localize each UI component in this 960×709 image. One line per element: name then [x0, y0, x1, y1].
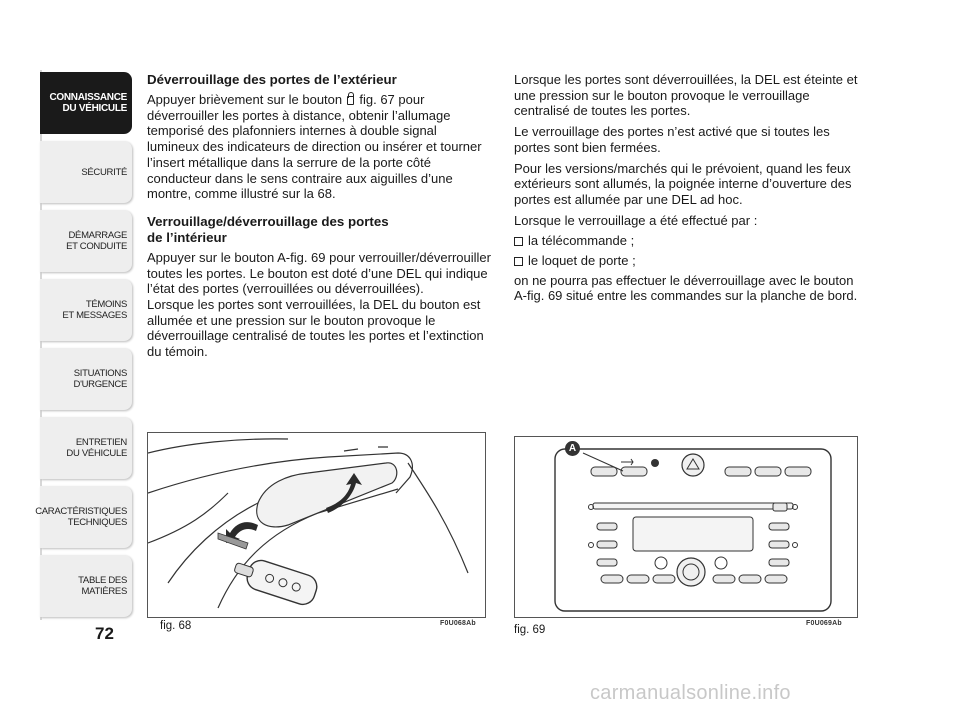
paragraph: Le verrouillage des portes n’est activé que si toutes les portes sont bien fermées. [514, 124, 830, 155]
door-key-illustration [148, 433, 485, 617]
figure-69 [514, 436, 858, 618]
sidebar-item-connaissance[interactable] [40, 72, 132, 134]
sidebar-item-label: ET CONDUITE [66, 241, 127, 252]
list-item: la télécommande ; [514, 233, 859, 249]
section-heading: Déverrouillage des portes de l’extérieur [147, 72, 397, 87]
figure-caption: fig. 68 [160, 620, 192, 632]
sidebar-item-caracteristiques[interactable] [35, 486, 132, 548]
dashboard-panel-illustration [515, 437, 857, 617]
figure-code: F0U068Ab [440, 620, 476, 627]
sidebar-item-label: TABLE DES [78, 575, 127, 586]
sidebar-item-label: D'URGENCE [73, 379, 127, 390]
sidebar-item-label: ENTRETIEN [75, 437, 127, 448]
paragraph: on ne pourra pas effectuer le déverrouillage avec le bouton A-fig. 69 situé entre les commandes sur la planche de bord. [514, 272, 858, 304]
chapter-sidebar [35, 72, 132, 624]
sidebar-item-label: SÉCURITÉ [81, 166, 127, 178]
figure-caption: fig. 69 [514, 624, 546, 636]
section-heading: Verrouillage/déverrouillage des portes de l’intérieur [147, 213, 389, 245]
unlock-icon [347, 96, 354, 105]
left-column [147, 72, 492, 365]
paragraph: Appuyer brièvement sur le bouton fig. 67 pour déverrouiller les portes à distance, obtenir l’allumage temporisé des plafonniers internes à double signal lumineux des indicateurs de direction ou insérer et tourner l’insert métallique dans la serrure de la porte côté conducteur dans le sens contraire aux aiguilles d’une montre, comme illustré sur la 68. [147, 92, 482, 202]
sidebar-item-table[interactable] [40, 555, 132, 617]
page-number: 72 [95, 624, 114, 643]
callout-a-icon: A [565, 441, 580, 456]
sidebar-item-temoins[interactable] [40, 279, 132, 341]
list-item: le loquet de porte ; [514, 253, 859, 269]
figure-code: F0U069Ab [806, 620, 842, 627]
checkbox-bullet-icon [514, 237, 523, 246]
sidebar-item-situations[interactable] [40, 348, 132, 410]
sidebar-item-label: CARACTÉRISTIQUES [35, 506, 127, 517]
sidebar-item-label: DÉMARRAGE [68, 230, 127, 241]
paragraph: Pour les versions/marchés qui le prévoient, quand les feux extérieurs sont allumés, la poignée interne d’ouverture des portes est allumée par une DEL ad hoc. [514, 160, 852, 207]
sidebar-item-label: SITUATIONS [73, 368, 127, 379]
paragraph: Lorsque les portes sont déverrouillées, la DEL est éteinte et une pression sur le bouton provoque le verrouillage centralisé de toutes les portes. [514, 72, 858, 119]
sidebar-item-entretien[interactable] [40, 417, 132, 479]
sidebar-item-label: CONNAISSANCE [49, 92, 127, 103]
sidebar-item-label: DU VÉHICULE [62, 103, 127, 114]
right-column [514, 72, 859, 309]
sidebar-item-label: MATIÈRES [81, 586, 127, 597]
checkbox-bullet-icon [514, 257, 523, 266]
sidebar-item-securite[interactable] [40, 141, 132, 203]
paragraph: Appuyer sur le bouton A-fig. 69 pour verrouiller/déverrouiller toutes les portes. Le bouton est doté d’une DEL qui indique l’état des portes (verrouillées ou déverrouillées). Lorsque les portes sont verrouillées, la DEL du bouton est allumée et une pression sur le bouton provoque le déverrouillage centralisé de toutes les portes et l’extinction du témoin. [147, 249, 491, 360]
watermark: carmanualsonline.info [590, 682, 791, 704]
sidebar-item-label: ET MESSAGES [62, 310, 127, 321]
sidebar-item-demarrage[interactable] [40, 210, 132, 272]
figure-68 [147, 432, 486, 618]
paragraph: Lorsque le verrouillage a été effectué par : [514, 212, 758, 228]
sidebar-item-label: TECHNIQUES [67, 517, 127, 528]
sidebar-item-label: DU VÉHICULE [66, 448, 127, 459]
sidebar-item-label: TÉMOINS [85, 299, 127, 310]
